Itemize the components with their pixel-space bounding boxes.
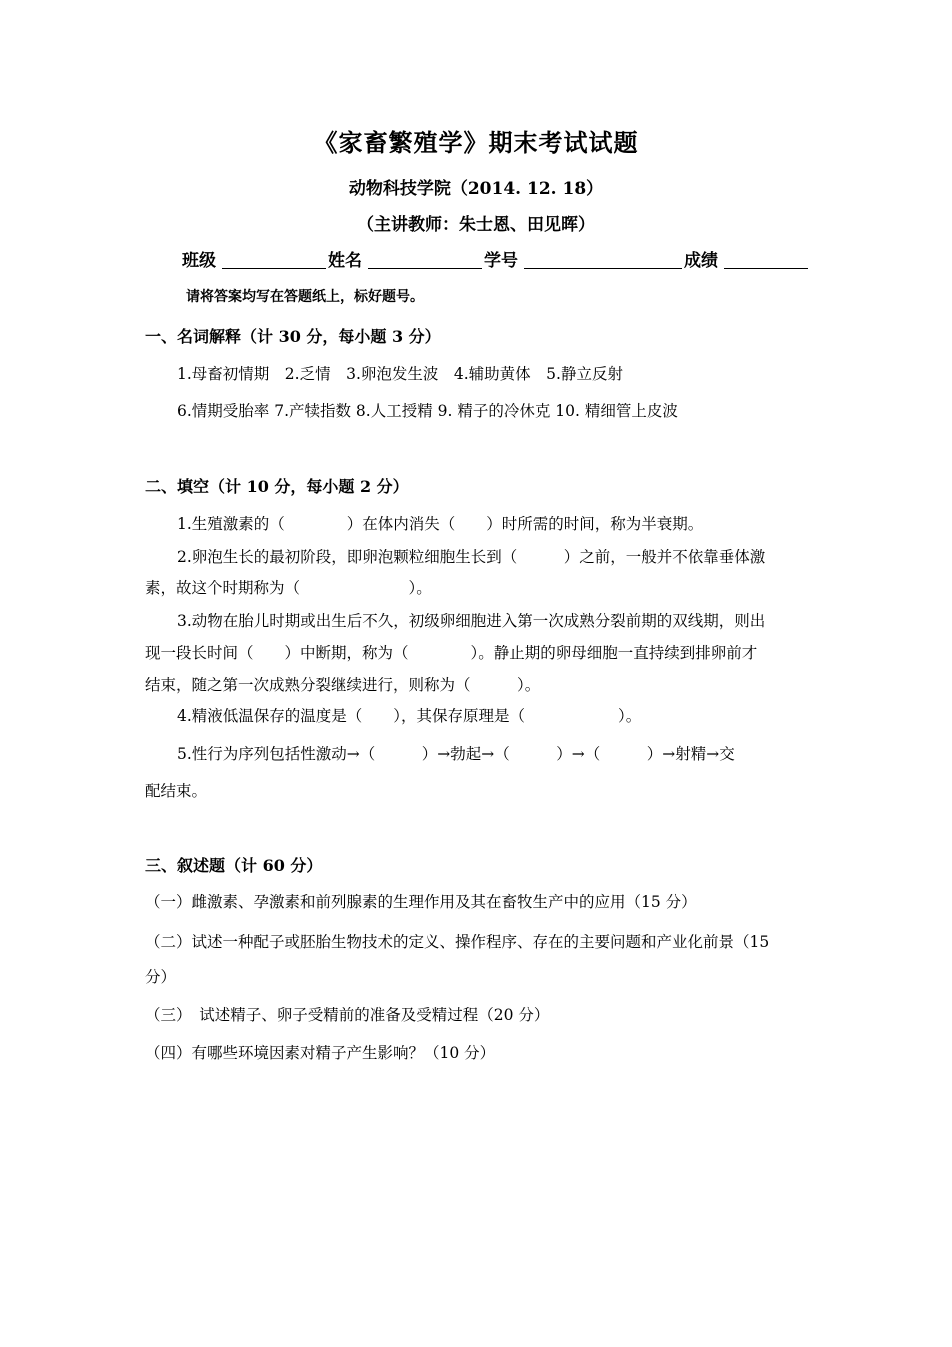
name-field[interactable]	[368, 268, 482, 269]
fill-question: 3.动物在胎儿时期或出生后不久，初级卵细胞进入第一次成熟分裂前期的双线期，则出	[177, 612, 766, 630]
name-label: 姓名	[328, 251, 362, 271]
exam-subtitle: 动物科技学院（2014. 12. 18）	[348, 179, 604, 199]
section2-heading: 二、填空（计 10 分，每小题 2 分）	[145, 477, 409, 496]
score-field[interactable]	[724, 268, 808, 269]
fill-question-cont: 配结束。	[145, 782, 208, 800]
student-info-row	[182, 246, 808, 272]
fill-question: 1.生殖激素的（ ）在体内消失（ ）时所需的时间，称为半衰期。	[177, 515, 704, 533]
class-field[interactable]	[222, 268, 326, 269]
fill-question-cont: 素，故这个时期称为（ ）。	[145, 579, 432, 597]
section3-heading: 三、叙述题（计 60 分）	[145, 856, 323, 875]
essay-question: （四）有哪些环境因素对精子产生影响？（10 分）	[145, 1044, 496, 1062]
score-label: 成绩	[684, 251, 718, 271]
id-label: 学号	[484, 251, 518, 271]
essay-question: （三） 试述精子、卵子受精前的准备及受精过程（20 分）	[145, 1006, 550, 1024]
section1-line: 1.母畜初情期 2.乏情 3.卵泡发生波 4.辅助黄体 5.静立反射	[177, 365, 623, 383]
instruction-note: 请将答案均写在答题纸上，标好题号。	[186, 289, 424, 305]
class-label: 班级	[182, 251, 216, 271]
fill-question-cont: 结束，随之第一次成熟分裂继续进行，则称为（ ）。	[145, 676, 541, 694]
essay-question: （二）试述一种配子或胚胎生物技术的定义、操作程序、存在的主要问题和产业化前景（15	[145, 933, 770, 951]
essay-question: （一）雌激素、孕激素和前列腺素的生理作用及其在畜牧生产中的应用（15 分）	[145, 893, 697, 911]
fill-question: 2.卵泡生长的最初阶段，即卵泡颗粒细胞生长到（ ）之前，一般并不依靠垂体激	[177, 548, 766, 566]
section1-heading: 一、名词解释（计 30 分，每小题 3 分）	[145, 327, 441, 346]
fill-question: 4.精液低温保存的温度是（ ），其保存原理是（ ）。	[177, 707, 642, 725]
fill-question: 5.性行为序列包括性激动→（ ）→勃起→（ ）→（ ）→射精→交	[177, 745, 735, 763]
student-id-field[interactable]	[524, 268, 682, 269]
exam-title: 《家畜繁殖学》期末考试试题	[313, 128, 639, 157]
fill-question-cont: 现一段长时间（ ）中断期，称为（ ）。静止期的卵母细胞一直持续到排卵前才	[145, 644, 758, 662]
essay-question-cont: 分）	[145, 968, 177, 986]
teachers-line: （主讲教师：朱士恩、田见晖）	[357, 215, 595, 235]
section1-line: 6.情期受胎率 7.产犊指数 8.人工授精 9. 精子的冷休克 10. 精细管上皮波	[177, 402, 678, 420]
